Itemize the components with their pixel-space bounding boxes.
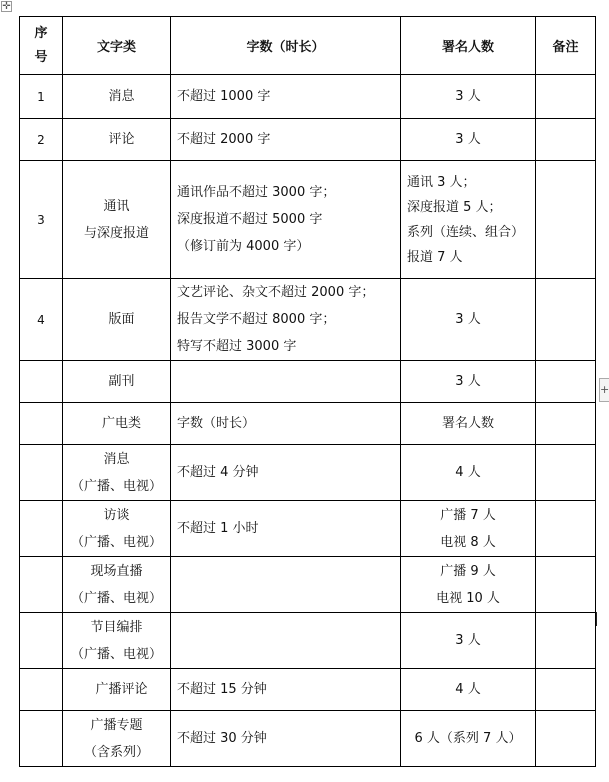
category-line: 访谈 [103, 507, 130, 523]
row-remarks [536, 75, 596, 119]
row-remarks [536, 445, 596, 501]
category-line: 现场直播 [90, 563, 143, 579]
signers-line: 3 人 [455, 312, 481, 327]
row-category [63, 501, 171, 557]
row-number [20, 711, 63, 767]
row-signers [401, 445, 536, 501]
table-header-row [20, 17, 596, 75]
row-number: 1 [20, 75, 63, 119]
award-rules-table [19, 16, 596, 767]
category-line: 版面 [108, 312, 135, 327]
row-remarks [536, 557, 596, 613]
row-remarks [536, 361, 596, 403]
row-signers [401, 557, 536, 613]
row-signers [401, 711, 536, 767]
length-line: 报告文学不超过 8000 字； [177, 312, 336, 327]
signers-line: 通讯 3 人； [407, 174, 476, 190]
header-category: 文字类 [63, 17, 171, 75]
signers-line: 广播 7 人 [440, 507, 496, 523]
category-line: 评论 [108, 132, 135, 147]
table-row [20, 279, 596, 361]
row-number [20, 361, 63, 403]
signers-line: 4 人 [455, 465, 481, 480]
length-line: 不超过 30 分钟 [177, 731, 267, 746]
row-length [171, 557, 401, 613]
table-row [20, 403, 596, 445]
category-line: 广播评论 [95, 682, 148, 697]
row-number [20, 403, 63, 445]
row-category [63, 445, 171, 501]
row-category [63, 557, 171, 613]
row-remarks [536, 501, 596, 557]
row-remarks [536, 279, 596, 361]
signers-line: 电视 8 人 [440, 534, 496, 550]
header-length: 字数（时长） [171, 17, 401, 75]
row-category [63, 613, 171, 669]
category-line: 消息 [108, 89, 135, 104]
length-line: 深度报道不超过 5000 字 [177, 212, 323, 227]
signers-line: 报道 7 人 [407, 249, 463, 265]
row-number: 3 [20, 161, 63, 279]
row-length [171, 161, 401, 279]
header-serial-number: 序 号 [20, 17, 63, 75]
length-line: （修订前为 4000 字） [177, 239, 310, 254]
category-line: （广播、电视） [70, 590, 162, 606]
signers-line: 系列（连续、组合） [407, 224, 525, 240]
row-number [20, 557, 63, 613]
category-line: 副刊 [108, 374, 135, 389]
row-length [171, 613, 401, 669]
row-signers [401, 403, 536, 445]
table-body [20, 75, 596, 767]
row-number [20, 501, 63, 557]
row-remarks [536, 669, 596, 711]
signers-line: 署名人数 [441, 416, 494, 431]
row-remarks [536, 119, 596, 161]
row-number: 4 [20, 279, 63, 361]
table-move-handle-icon[interactable]: ✛ [2, 1, 11, 12]
row-signers [401, 669, 536, 711]
category-line: 消息 [103, 451, 130, 467]
plus-icon[interactable]: + [599, 378, 609, 402]
row-length [171, 361, 401, 403]
length-line: 不超过 2000 字 [177, 132, 271, 147]
row-number: 2 [20, 119, 63, 161]
category-line: （广播、电视） [70, 646, 162, 662]
row-category [63, 119, 171, 161]
row-category [63, 669, 171, 711]
signers-line: 6 人（系列 7 人） [414, 731, 522, 746]
category-line: （广播、电视） [70, 478, 162, 494]
category-line: 节目编排 [90, 619, 143, 635]
length-line: 不超过 1 小时 [177, 521, 259, 536]
row-signers [401, 501, 536, 557]
row-category [63, 711, 171, 767]
header-signers: 署名人数 [401, 17, 536, 75]
row-category [63, 279, 171, 361]
signers-line: 3 人 [455, 633, 481, 648]
category-line: 广电类 [101, 416, 141, 431]
length-line: 字数（时长） [177, 416, 256, 431]
table-row [20, 669, 596, 711]
row-remarks [536, 711, 596, 767]
signers-line: 电视 10 人 [436, 590, 500, 606]
row-remarks [536, 161, 596, 279]
row-category [63, 403, 171, 445]
signers-line: 3 人 [455, 89, 481, 104]
row-length [171, 669, 401, 711]
category-line: 与深度报道 [83, 225, 149, 241]
length-line: 不超过 15 分钟 [177, 682, 267, 697]
category-line: 通讯 [103, 198, 130, 214]
row-signers [401, 361, 536, 403]
signers-line: 3 人 [455, 374, 481, 389]
row-signers [401, 75, 536, 119]
row-category [63, 75, 171, 119]
length-line: 不超过 1000 字 [177, 89, 271, 104]
row-number [20, 445, 63, 501]
signers-line: 3 人 [455, 132, 481, 147]
table-row [20, 161, 596, 279]
row-number [20, 613, 63, 669]
row-category [63, 361, 171, 403]
row-length [171, 75, 401, 119]
table-row [20, 361, 596, 403]
table-row [20, 557, 596, 613]
table-row [20, 613, 596, 669]
row-length [171, 445, 401, 501]
row-length [171, 403, 401, 445]
row-length [171, 119, 401, 161]
row-length [171, 711, 401, 767]
header-remarks: 备注 [536, 17, 596, 75]
table-row [20, 119, 596, 161]
row-category [63, 161, 171, 279]
signers-line: 深度报道 5 人； [407, 199, 502, 215]
row-number [20, 669, 63, 711]
category-line: （含系列） [83, 744, 149, 760]
table-row [20, 501, 596, 557]
row-signers [401, 613, 536, 669]
signers-line: 4 人 [455, 682, 481, 697]
row-signers [401, 161, 536, 279]
row-length [171, 501, 401, 557]
row-length [171, 279, 401, 361]
category-line: 广播专题 [90, 717, 143, 733]
length-line: 不超过 4 分钟 [177, 465, 259, 480]
table-row [20, 75, 596, 119]
length-line: 通讯作品不超过 3000 字； [177, 185, 336, 200]
row-remarks [536, 613, 596, 669]
table-row [20, 445, 596, 501]
signers-line: 广播 9 人 [440, 563, 496, 579]
row-signers [401, 279, 536, 361]
category-line: （广播、电视） [70, 534, 162, 550]
table-row [20, 711, 596, 767]
row-remarks [536, 403, 596, 445]
length-line: 特写不超过 3000 字 [177, 339, 297, 354]
length-line: 文艺评论、杂文不超过 2000 字； [177, 285, 375, 300]
row-signers [401, 119, 536, 161]
